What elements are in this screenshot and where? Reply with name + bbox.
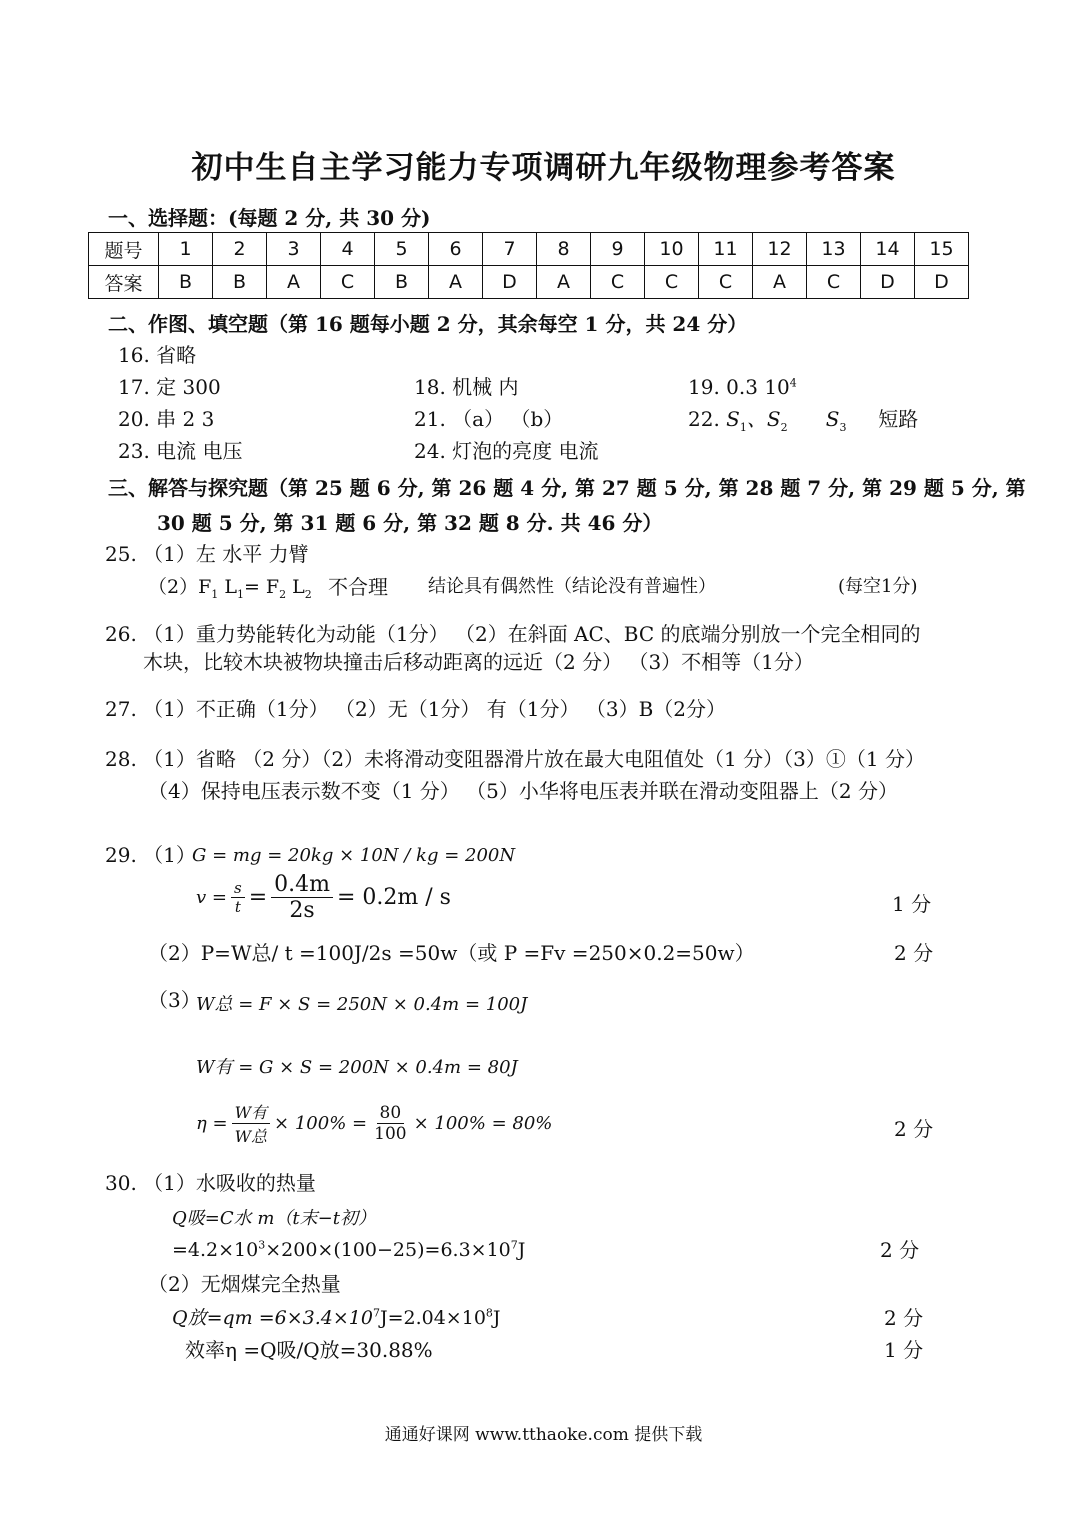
answer-29-label: 29. （1）: [105, 843, 196, 867]
table-cell: D: [483, 266, 537, 299]
answer-18: 18. 机械 内: [414, 375, 519, 399]
table-cell: 6: [429, 233, 483, 266]
table-row-numbers: [89, 233, 969, 266]
answer-25-reason: 结论具有偶然性（结论没有普遍性）: [428, 576, 716, 597]
equation-velocity: v = $\frac{s}{t}$ = $\frac{0.4m}{2s}$ = 0.2m / s: [196, 872, 451, 923]
equation-useful-work: W有 = G × S = 200N × 0.4m = 80J: [196, 1057, 518, 1078]
table-cell: 15: [915, 233, 969, 266]
table-cell: A: [267, 266, 321, 299]
score-label: 2 分: [880, 1238, 920, 1262]
answer-27: 27. （1）不正确（1分） （2）无（1分） 有（1分） （3）B（2分）: [105, 697, 727, 721]
table-cell: B: [375, 266, 429, 299]
table-cell: D: [915, 266, 969, 299]
table-cell: A: [537, 266, 591, 299]
answer-29-part2: （2）P=W总/ t =100J/2s =50w（或 P =Fv =250×0.2=50w）: [148, 941, 755, 965]
answer-26-line1: 26. （1）重力势能转化为动能（1分） （2）在斜面 AC、BC 的底端分别放一个完全相同的: [105, 622, 921, 646]
answer-30-part1: 30. （1）水吸收的热量: [105, 1171, 316, 1195]
answer-16: 16. 省略: [118, 343, 197, 367]
table-cell: B: [213, 266, 267, 299]
fraction: $\frac{\text{W有}}{\text{W总}}$: [232, 1100, 270, 1147]
answer-21: 21. （a） （b）: [414, 407, 564, 431]
score-label: 1 分: [884, 1338, 924, 1362]
answer-25-line2: $(2)F_1$ $L_1= F_2$ $L_2$: [148, 576, 312, 601]
table-header-cell: 答案: [89, 266, 159, 299]
answer-19: 19. 0.3 $10^4$: [688, 375, 797, 399]
answer-table: [88, 232, 969, 299]
answer-25-verdict: 不合理: [328, 575, 388, 599]
equation-efficiency-ratio: 效率η =Q吸/Q放=30.88%: [185, 1338, 433, 1362]
equation-efficiency: η = $\frac{\text{W有}}{\text{W总}}$ × 100% = $\frac{80}{100}$ × 100% = 80%: [196, 1100, 552, 1147]
page-title: 初中生自主学习能力专项调研九年级物理参考答案: [191, 150, 896, 186]
equation-gravity: G = mg = 20kg × 10N / kg = 200N: [192, 845, 516, 866]
table-cell: B: [159, 266, 213, 299]
answer-20: 20. 串 2 3: [118, 407, 215, 431]
table-row-answers: [89, 266, 969, 299]
answer-23: 23. 电流 电压: [118, 439, 243, 463]
table-cell: 13: [807, 233, 861, 266]
table-cell: C: [321, 266, 375, 299]
equation-heat-absorbed: Q吸=C水 m（t末−t初）: [172, 1208, 376, 1229]
table-cell: C: [807, 266, 861, 299]
answer-22: 22. $S_1$、$S_2$ $S_3$ 短路: [688, 407, 919, 434]
table-cell: C: [591, 266, 645, 299]
equation-total-work: W总 = F × S = 250N × 0.4m = 100J: [196, 994, 528, 1015]
answer-28-line2: （4）保持电压表示数不变（1 分） （5）小华将电压表并联在滑动变阻器上（2 分）: [148, 779, 898, 803]
fraction: $\frac{s}{t}$: [231, 879, 245, 916]
table-cell: 9: [591, 233, 645, 266]
table-cell: A: [429, 266, 483, 299]
table-cell: 4: [321, 233, 375, 266]
fraction: $\frac{80}{100}$: [374, 1103, 407, 1144]
table-cell: D: [861, 266, 915, 299]
table-cell: C: [699, 266, 753, 299]
table-cell: 5: [375, 233, 429, 266]
answer-24: 24. 灯泡的亮度 电流: [414, 439, 599, 463]
equation-heat-released: Q放$=qm =6\times 3.4\times 10^7J=2.04\times 10^8J$: [172, 1306, 501, 1329]
answer-28-line1: 28. （1）省略 （2 分）（2）未将滑动变阻器滑片放在最大电阻值处（1 分）（3）①（1 分）: [105, 747, 925, 771]
table-cell: 2: [213, 233, 267, 266]
section3-heading-line1: 三、解答与探究题（第 25 题 6 分, 第 26 题 4 分, 第 27 题 5 分, 第 28 题 7 分, 第 29 题 5 分, 第: [108, 476, 1026, 500]
table-cell: A: [753, 266, 807, 299]
table-cell: 14: [861, 233, 915, 266]
table-cell: 11: [699, 233, 753, 266]
section1-heading: 一、选择题：(每题 2 分, 共 30 分): [108, 206, 431, 230]
equation-heat-absorbed-value: $=4.2\times 10^3\times 200\times(100-25)=6.3\times 10^7J$: [172, 1238, 526, 1261]
answer-29-part3-label: （3）: [148, 988, 201, 1012]
section3-heading-line2: 30 题 5 分, 第 31 题 6 分, 第 32 题 8 分. 共 46 分）: [157, 511, 663, 535]
answer-25-score: (每空1分): [838, 576, 918, 597]
footer-source: 通通好课网 www.tthaoke.com 提供下载: [384, 1425, 703, 1445]
table-header-cell: 题号: [89, 233, 159, 266]
table-cell: 7: [483, 233, 537, 266]
fraction: $\frac{0.4m}{2s}$: [271, 872, 333, 923]
table-cell: 10: [645, 233, 699, 266]
score-label: 1 分: [892, 892, 932, 916]
answer-26-line2: 木块，比较木块被物块撞击后移动距离的远近（2 分） （3）不相等（1分）: [143, 650, 814, 674]
answer-17: 17. 定 300: [118, 375, 221, 399]
table-cell: 12: [753, 233, 807, 266]
score-label: 2 分: [894, 1117, 934, 1141]
score-label: 2 分: [884, 1306, 924, 1330]
table-cell: 3: [267, 233, 321, 266]
section2-heading: 二、作图、填空题（第 16 题每小题 2 分，其余每空 1 分，共 24 分）: [108, 312, 748, 336]
table-cell: 1: [159, 233, 213, 266]
table-cell: C: [645, 266, 699, 299]
score-label: 2 分: [894, 941, 934, 965]
answer-25-line1: 25. （1）左 水平 力臂: [105, 542, 309, 566]
table-cell: 8: [537, 233, 591, 266]
answer-30-part2: （2）无烟煤完全热量: [148, 1272, 341, 1296]
